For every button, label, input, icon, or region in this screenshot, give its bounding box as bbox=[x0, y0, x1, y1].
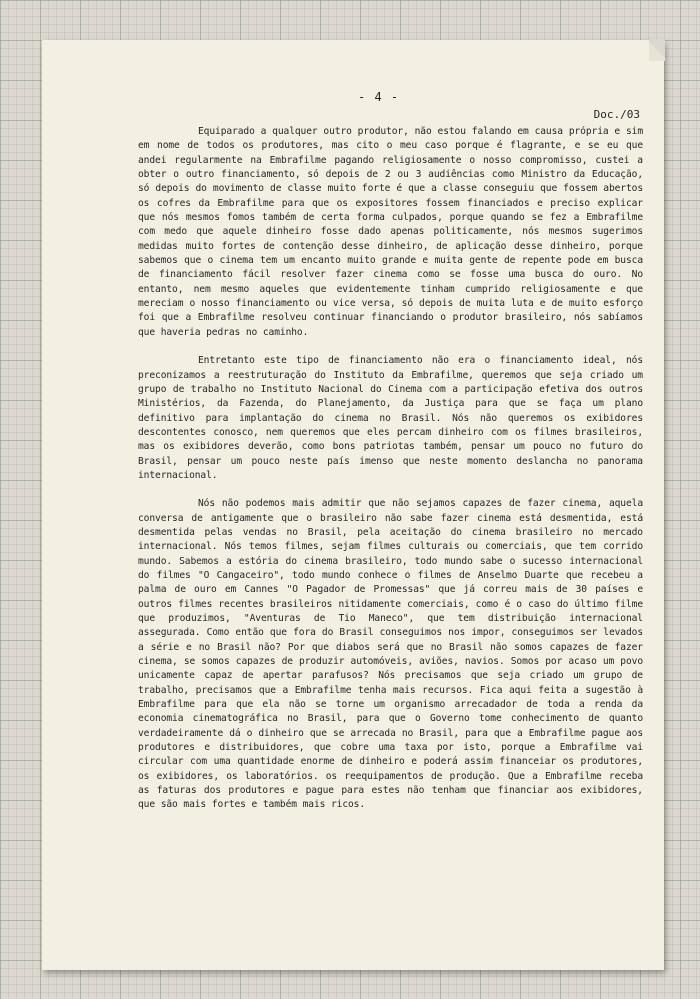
paragraph-restructuring-proposal: Entretanto este tipo de financiamento não era o financiamento ideal, nós preconizamos a reestruturação do Instituto da Embrafilme, queremos que seja criado um grupo de trabalho no Instituto Nacional do Cinema com a participação efetiva dos outros Ministérios, da Fazenda, do Planejamento, da Justiça para que se faça um plano definitivo para implantação do cinema no Brasil. Nós não queremos os exibidores descontentes conosco, nem queremos que eles percam dinheiro com os filmes brasileiros, mas os exibidores deverão, como bons patriotas também, pensar um pouco no futuro do Brasil, pensar um pouco neste país imenso que neste momento deslancha no panorama internacional. bbox=[138, 355, 643, 481]
document-reference: Doc./03 bbox=[593, 108, 640, 121]
paragraph-brazilian-cinema-capability: Nós não podemos mais admitir que não sejamos capazes de fazer cinema, aquela conversa de antigamente que o brasileiro não sabe fazer cinema está desmentida, está desmentida pelas vendas no Brasil, pela aceitação do cinema brasileiro no mercado internacional. Nós temos filmes, sejam filmes culturais ou comerciais, que tem corrido mundo. Sabemos a estória do cinema brasileiro, todo mundo sabe o sucesso internacional do filmes "O Cangaceiro", todo mundo conhece o filmes de Anselmo Duarte que recebeu a palma de ouro em Cannes "O Pagador de Promessas" que já correu mais de 30 países e outros filmes recentes brasileiros nitidamente comerciais, como é o caso do último filme que produzimos, "Aventuras de Tio Maneco", que tem distribuição internacional assegurada. Como então que fora do Brasil conseguimos nos impor, conseguimos ser levados a série e no Brasil não? Por que diabos será que no Brasil não somos capazes de fazer cinema, se somos capazes de produzir automóveis, aviões, navios. Somos por acaso um povo unicamente capaz de apertar parafusos? Nós precisamos que seja criado um grupo de trabalho, precisamos que a Embrafilme tenha mais recursos. Fica aqui feita a sugestão à Embrafilme para que ela não se torne um organismo arrecadador de toda a renda da economia cinematográfica no Brasil, para que o Governo tome conhecimento de quanto verdadeiramente dá o dinheiro que se arrecada no Brasil, para que a Embrafilme pague aos produtores e distribuidores, que cobre uma taxa por isto, porque a Embrafilme vai circular com uma quantidade enorme de dinheiro e poderá assim financeiar os produtores, os exibidores, os laboratórios. os reequipamentos de produção. Que a Embrafilme receba as faturas dos produtores e pague para estes não tenham que financiar aos exibidores, que são mais fortes e também mais ricos. bbox=[138, 498, 643, 811]
document-page bbox=[42, 40, 664, 970]
document-body bbox=[138, 125, 643, 813]
paragraph-financing-history: Equiparado a qualquer outro produtor, não estou falando em causa própria e sim em nome de todos os produtores, mas cito o meu caso porque é flagrante, e se eu que andei regularmente na Embrafilme pagando religiosamente o nosso compromisso, custei a obter o outro financiamento, só depois de 2 ou 3 audiências como Ministro da Educação, só depois do movimento de classe muito forte é que a classe conseguiu que fossem abertos os cofres da Embrafilme para que os expositores fossem financiados e preciso explicar que nós mesmos fomos também de certa forma culpados, porque quando se fez a Embrafilme com medo que aquele dinheiro fosse dado apenas politicamente, nós mesmos sugerimos medidas muito fortes de contenção desse dinheiro, de aplicação desse dinheiro, porque sabemos que o cinema tem um encanto muito grande e muita gente de repente pode em busca de financiamento fácil resolver fazer cinema como se fosse uma busca do ouro. No entanto, nem mesmo aqueles que evidentemente tinham cumprido religiosamente e que mereciam o nosso financiamento ou vice versa, só depois de muita luta e de muito esforço foi que a Embrafilme resolveu continuar financiando o produtor brasileiro, nós sabíamos que haveria pedras no caminho. bbox=[138, 126, 643, 338]
page-number: - 4 - bbox=[358, 90, 400, 104]
